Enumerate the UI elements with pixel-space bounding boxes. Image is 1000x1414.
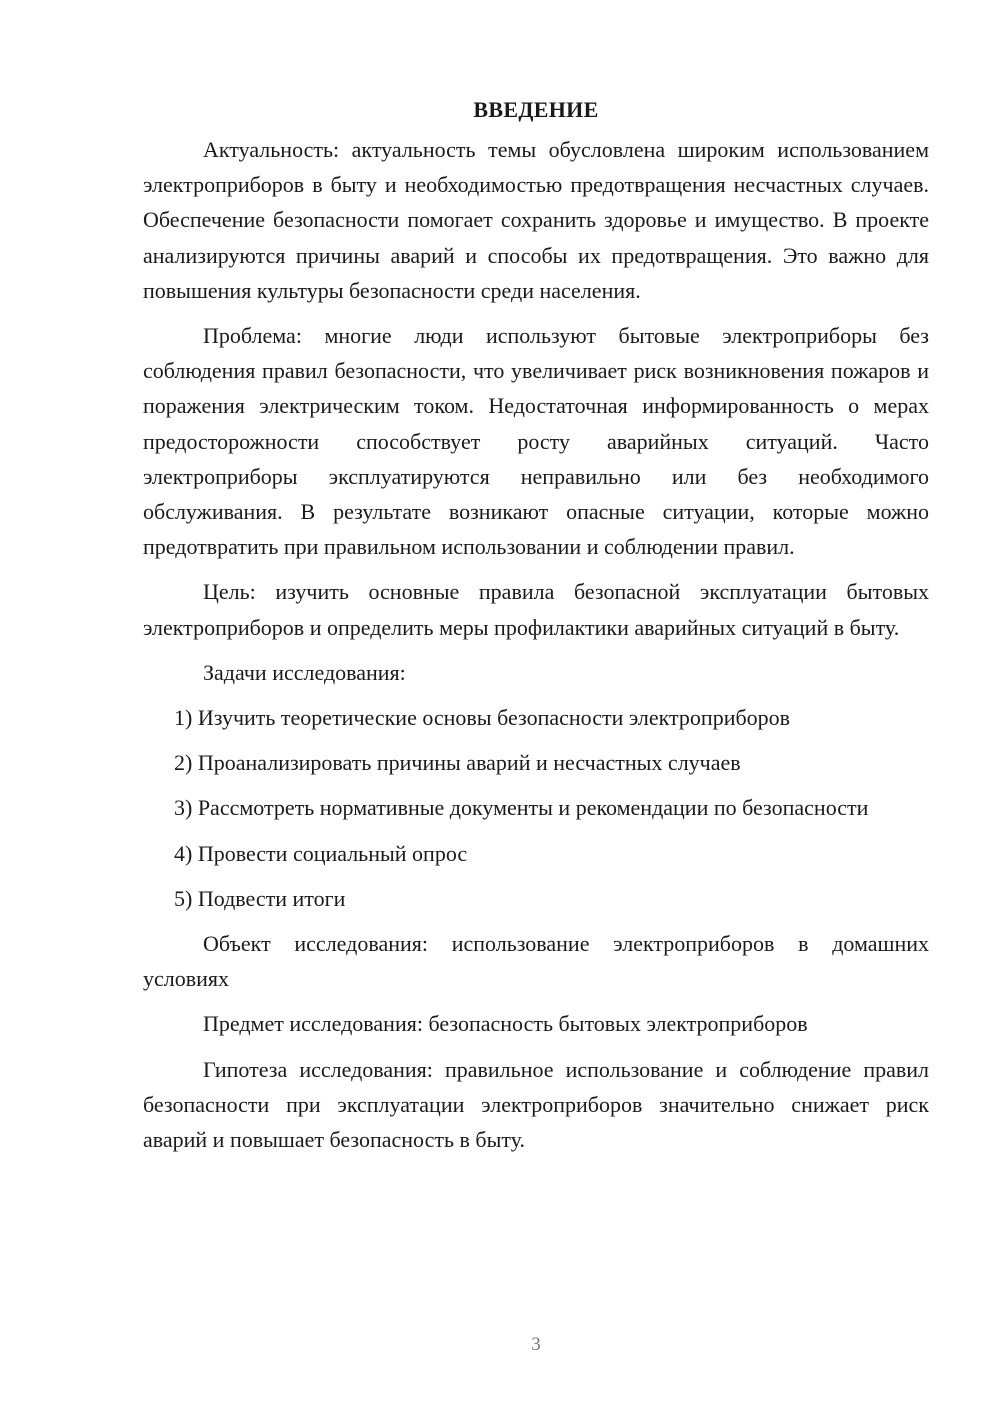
paragraph-problem: Проблема: многие люди используют бытовые электроприборы без соблюдения правил безопасности, что увеличивает риск возникновения пожаров и поражения электрическим током. Недостаточная информированность о мерах предосторожности способствует росту аварийных ситуаций. Часто электроприборы эксплуатируются неправильно или без необходимого обслуживания. В результате возникают опасные ситуации, которые можно предотвратить при правильном использовании и соблюдении правил.: [143, 323, 929, 560]
paragraph-hypothesis: Гипотеза исследования: правильное использование и соблюдение правил безопасности при эксплуатации электроприборов значительно снижает риск аварий и повышает безопасность в быту.: [143, 1056, 929, 1153]
task-item-1: 1) Изучить теоретические основы безопасности электроприборов: [174, 705, 791, 731]
task-item-5: 5) Подвести итоги: [174, 885, 346, 911]
task-item-2: 2) Проанализировать причины аварий и несчастных случаев: [174, 750, 741, 776]
document-title: ВВЕДЕНИЕ: [473, 97, 599, 122]
task-item-3: 3) Рассмотреть нормативные документы и рекомендации по безопасности: [174, 795, 869, 821]
document-page: [143, 92, 929, 1167]
task-item-4: 4) Провести социальный опрос: [174, 840, 468, 866]
paragraph-goal: Цель: изучить основные правила безопасной эксплуатации бытовых электроприборов и определить меры профилактики аварийных ситуаций в быту.: [143, 579, 929, 640]
page-number: 3: [531, 1334, 541, 1355]
tasks-heading: Задачи исследования:: [203, 659, 406, 685]
paragraph-subject: Предмет исследования: безопасность бытовых электроприборов: [203, 1011, 808, 1037]
paragraph-relevance: Актуальность: актуальность темы обусловлена широким использованием электроприборов в быту и необходимостью предотвращения несчастных случаев. Обеспечение безопасности помогает сохранить здоровье и имущество. В проекте анализируются причины аварий и способы их предотвращения. Это важно для повышения культуры безопасности среди населения.: [143, 137, 929, 303]
paragraph-object: Объект исследования: использование электроприборов в домашних условиях: [143, 931, 929, 992]
